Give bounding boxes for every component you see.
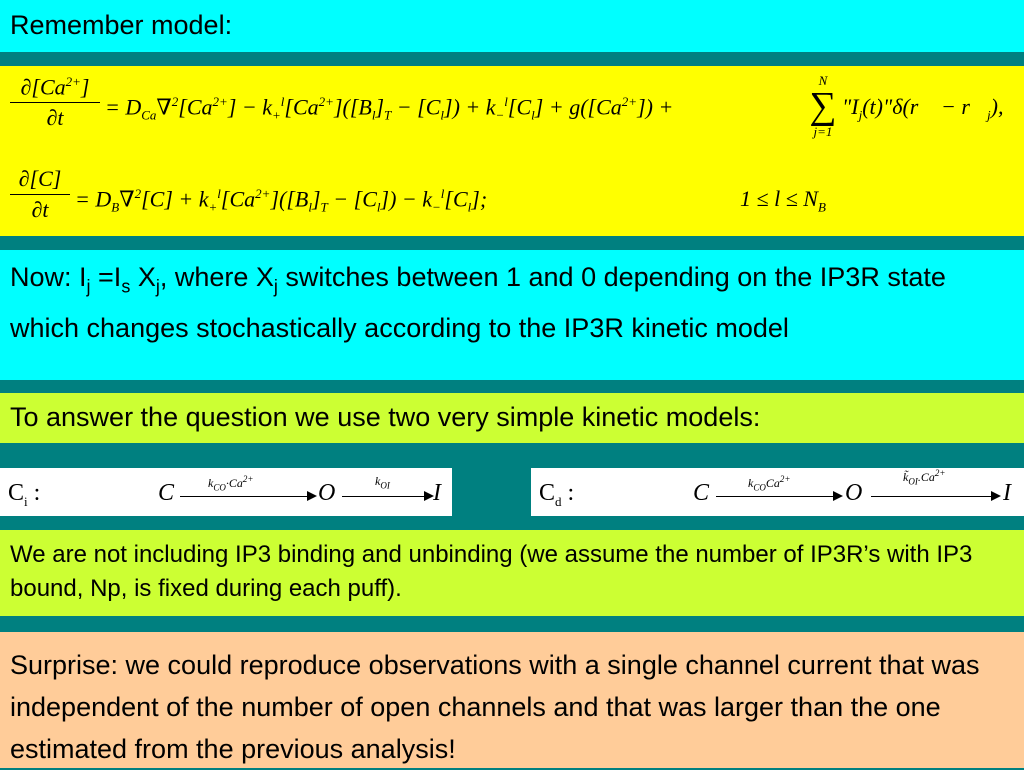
ip3-text: We are not including IP3 binding and unbinding (we assume the number of IP3R’s with IP3 bound, Np, is fixed during each puff). — [10, 541, 973, 602]
cd-arrow-2 — [871, 496, 999, 497]
cd-arrow-1 — [716, 496, 841, 497]
surprise-text: Surprise: we could reproduce observations with a single channel current that was independent of the number of open channels and that was larger than the one estimated from the previous analysis! — [10, 650, 980, 764]
cd-rate-1: $k_{CO}Ca^{2+}$ — [748, 474, 791, 493]
cd-state-i: I — [1003, 480, 1011, 506]
slide-title: Remember model: — [10, 10, 233, 40]
equations-box — [0, 66, 1024, 236]
answer-text: To answer the question we use two very simple kinetic models: — [10, 402, 761, 432]
ci-rate-2: $k_{OI}$ — [375, 474, 390, 491]
ci-arrow-1 — [180, 496, 315, 497]
eq1-fraction — [10, 74, 100, 131]
eq1-denominator: ∂t — [46, 105, 64, 131]
cd-rate-2: $k̃_{OI}.Ca^{2+}$ — [903, 468, 946, 487]
eq1-sum: N ∑ j=1 — [809, 73, 837, 139]
ci-rate-1: $k_{CO}\cdot Ca^{2+}$ — [208, 474, 254, 493]
eq2-condition: $1 \le l \le N_B$ — [740, 186, 826, 215]
eq1-tail: "$I_j(t)"\delta(r⃗$ − $r⃗_j$), — [842, 94, 1004, 123]
cd-state-o: O — [845, 480, 863, 506]
ci-arrow-2 — [342, 496, 432, 497]
eq2-numerator: ∂[C] — [18, 166, 62, 191]
eq2-rhs: = $D_B\nabla^2[C] + k_+^l[Ca^{2+}]([B_l]_T - [C_l]) - k_-^l[C_l]$; — [75, 186, 488, 215]
model-ci-box — [0, 468, 452, 516]
now-text: Now: $I_j =I_s$ $X_j$, where $X_j$ switches between 1 and 0 depending on the IP3R state which changes stochastically according to the IP3R kinetic model — [10, 262, 946, 344]
eq1-numerator: $\partial[Ca^{2+}]$ — [20, 74, 90, 100]
ip3-box — [0, 530, 1024, 616]
now-box — [0, 250, 1024, 380]
eq2-denominator: ∂t — [31, 197, 49, 222]
ci-state-o: O — [318, 480, 336, 506]
answer-box — [0, 393, 1024, 443]
cd-label: $C_d$ : — [539, 480, 575, 509]
ci-label: $C_i$ : — [8, 480, 41, 509]
model-cd-box — [531, 468, 1024, 516]
surprise-box — [0, 632, 1024, 768]
title-box — [0, 0, 1024, 52]
eq2-fraction — [10, 166, 70, 223]
ci-state-i: I — [433, 480, 441, 506]
eq1-rhs: = $D_{Ca}\nabla^2[Ca^{2+}] - k_+^l[Ca^{2+}]([B_l]_T - [C_l]) + k_-^l[C_l] + g([Ca^{2+}])$ + — [105, 94, 674, 123]
cd-state-c: C — [693, 480, 710, 506]
ci-state-c: C — [158, 480, 175, 506]
